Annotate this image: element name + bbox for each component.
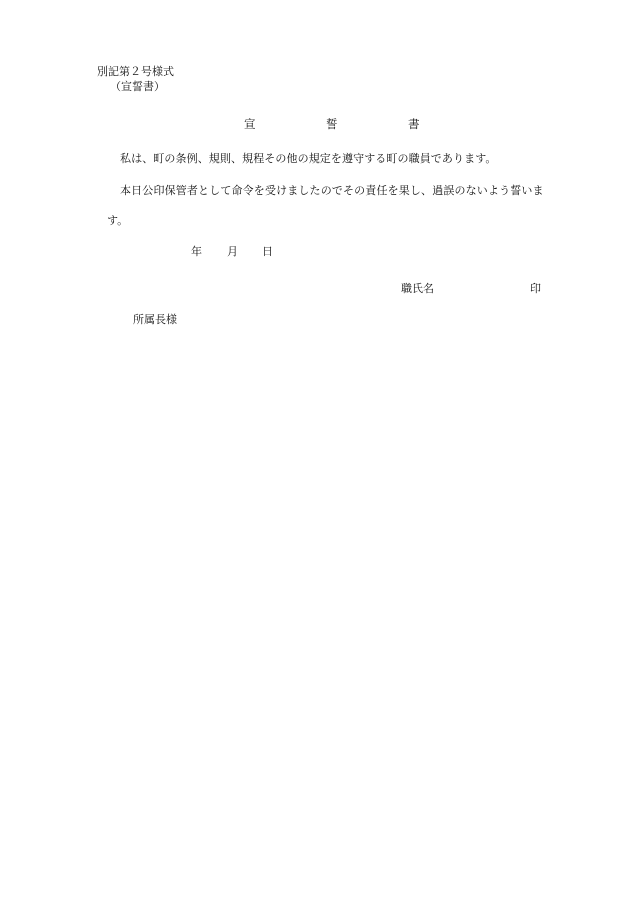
oath-paragraph-2-line-1: 本日公印保管者として命令を受けましたのでその責任を果し、過誤のないよう誓いま <box>120 184 544 197</box>
date-year-label: 年 <box>191 245 202 258</box>
date-day-label: 日 <box>262 245 273 258</box>
form-subtitle: （宣誓書） <box>110 80 165 93</box>
title-char-2: 誓 <box>326 117 338 131</box>
addressee: 所属長様 <box>133 313 177 326</box>
seal-label: 印 <box>530 282 541 295</box>
form-number: 別記第２号様式 <box>97 65 174 78</box>
signer-name-label: 職氏名 <box>401 282 434 295</box>
date-month-label: 月 <box>227 245 238 258</box>
oath-paragraph-2-line-2: す。 <box>107 214 129 227</box>
title-char-1: 宣 <box>244 117 256 131</box>
oath-paragraph-1: 私は、町の条例、規則、規程その他の規定を遵守する町の職員であります。 <box>120 152 497 165</box>
title-char-3: 書 <box>408 117 420 131</box>
